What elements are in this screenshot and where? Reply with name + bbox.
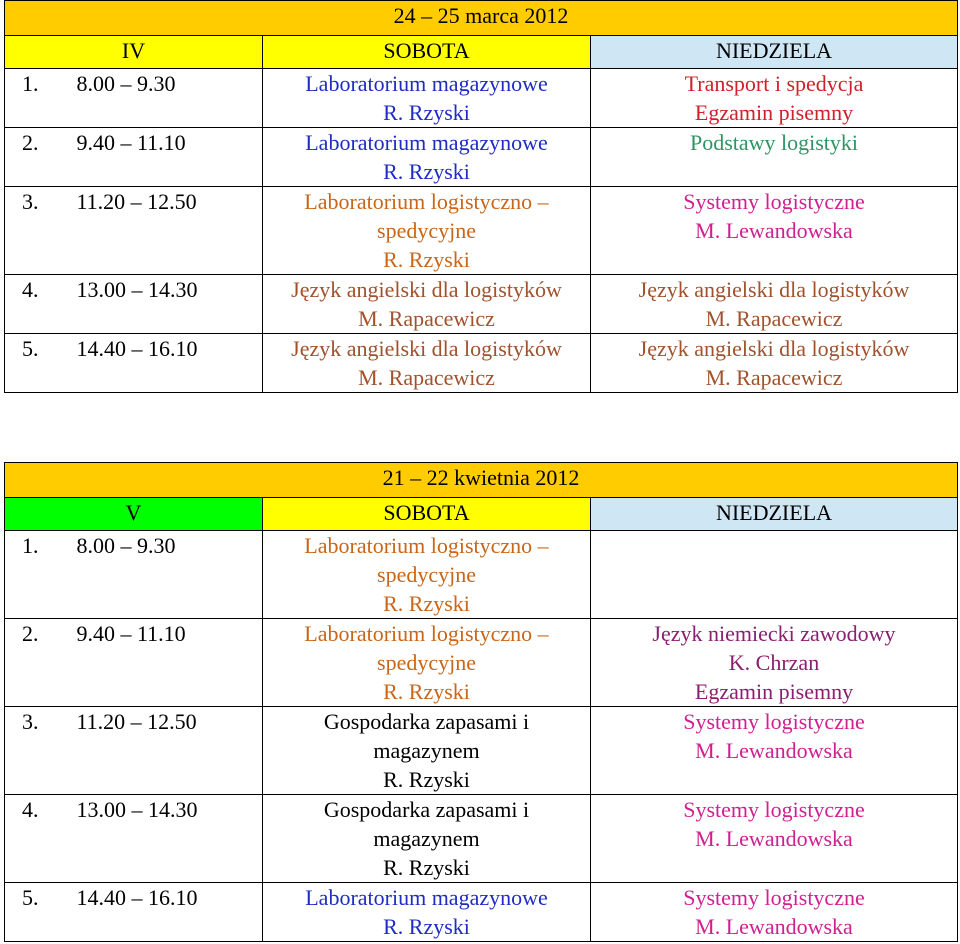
class-detail: M. Rapacewicz	[705, 306, 843, 331]
sunday-class-cell	[591, 795, 958, 883]
slot-time: 8.00 – 9.30	[76, 71, 176, 96]
sunday-header: NIEDZIELA	[591, 498, 958, 531]
slot-number: 5.	[22, 336, 39, 361]
schedule-row	[5, 883, 958, 942]
saturday-class-cell	[263, 69, 591, 128]
class-name: Systemy logistyczne	[683, 709, 865, 734]
slot-number: 3.	[22, 189, 39, 214]
saturday-class-cell	[263, 883, 591, 942]
session-number: IV	[5, 36, 263, 69]
slot-time: 8.00 – 9.30	[76, 533, 176, 558]
class-name: Język angielski dla logistyków	[291, 277, 562, 302]
class-detail: Egzamin pisemny	[694, 100, 854, 125]
schedule-rows	[5, 531, 958, 942]
class-detail: R. Rzyski	[383, 855, 470, 880]
slot-time: 14.40 – 16.10	[76, 885, 198, 910]
saturday-header: SOBOTA	[263, 498, 591, 531]
schedule-row	[5, 69, 958, 128]
class-name: Podstawy logistyki	[689, 130, 859, 155]
class-name: Język angielski dla logistyków	[291, 336, 562, 361]
slot-time: 11.20 – 12.50	[76, 189, 197, 214]
saturday-class-cell	[263, 275, 591, 334]
schedule-rows	[5, 69, 958, 393]
class-detail: spedycyjne	[377, 562, 476, 587]
class-detail: R. Rzyski	[383, 914, 470, 939]
class-name: Język angielski dla logistyków	[638, 277, 910, 302]
slot-number: 4.	[22, 277, 39, 302]
time-slot-cell	[5, 619, 263, 707]
slot-number: 5.	[22, 885, 39, 910]
class-name: Systemy logistyczne	[683, 885, 865, 910]
class-name: Laboratorium magazynowe	[305, 71, 548, 96]
slot-time: 13.00 – 14.30	[76, 277, 198, 302]
class-detail: M. Rapacewicz	[705, 365, 843, 390]
class-detail: R. Rzyski	[383, 247, 470, 272]
slot-number: 4.	[22, 797, 39, 822]
slot-time: 13.00 – 14.30	[76, 797, 198, 822]
schedule-row	[5, 334, 958, 393]
class-name: Laboratorium logistyczno –	[304, 533, 549, 558]
class-detail: R. Rzyski	[383, 100, 470, 125]
class-name: Laboratorium logistyczno –	[304, 621, 549, 646]
slot-time: 11.20 – 12.50	[76, 709, 197, 734]
saturday-class-cell	[263, 795, 591, 883]
class-detail: spedycyjne	[377, 650, 476, 675]
class-name: Systemy logistyczne	[683, 797, 865, 822]
time-slot-cell	[5, 883, 263, 942]
class-name: Język niemiecki zawodowy	[652, 621, 896, 646]
time-slot-cell	[5, 795, 263, 883]
class-detail: magazynem	[373, 738, 480, 763]
class-detail: R. Rzyski	[383, 679, 470, 704]
class-name: Gospodarka zapasami i	[323, 797, 530, 822]
schedule-row	[5, 531, 958, 619]
schedule-table-1	[4, 0, 958, 393]
slot-time: 9.40 – 11.10	[76, 621, 186, 646]
class-detail: M. Lewandowska	[695, 738, 853, 763]
class-detail: magazynem	[373, 826, 480, 851]
schedule-row	[5, 707, 958, 795]
class-detail: M. Lewandowska	[695, 218, 853, 243]
time-slot-cell	[5, 275, 263, 334]
saturday-class-cell	[263, 128, 591, 187]
class-detail: spedycyjne	[377, 218, 476, 243]
class-name: Systemy logistyczne	[683, 189, 865, 214]
slot-time: 14.40 – 16.10	[76, 336, 198, 361]
time-slot-cell	[5, 531, 263, 619]
saturday-class-cell	[263, 619, 591, 707]
class-name: Laboratorium logistyczno –	[304, 189, 549, 214]
schedule-date: 24 – 25 marca 2012	[5, 1, 958, 36]
time-slot-cell	[5, 69, 263, 128]
schedule-row	[5, 275, 958, 334]
class-name: Język angielski dla logistyków	[638, 336, 910, 361]
class-name: Gospodarka zapasami i	[323, 709, 530, 734]
time-slot-cell	[5, 707, 263, 795]
schedule-date: 21 – 22 kwietnia 2012	[5, 463, 958, 498]
schedule-row	[5, 795, 958, 883]
sunday-class-cell	[591, 275, 958, 334]
class-name: Transport i spedycja	[684, 71, 864, 96]
class-detail: M. Rapacewicz	[358, 306, 495, 331]
sunday-class-cell	[591, 707, 958, 795]
sunday-class-cell	[591, 619, 958, 707]
class-detail: M. Lewandowska	[695, 914, 853, 939]
saturday-class-cell	[263, 187, 591, 275]
class-name: Laboratorium magazynowe	[305, 130, 548, 155]
class-detail: K. Chrzan	[728, 650, 820, 675]
time-slot-cell	[5, 187, 263, 275]
slot-number: 2.	[22, 130, 39, 155]
time-slot-cell	[5, 334, 263, 393]
slot-number: 1.	[22, 533, 39, 558]
sunday-class-cell	[591, 187, 958, 275]
class-detail: M. Rapacewicz	[358, 365, 495, 390]
sunday-class-cell	[591, 531, 958, 619]
sunday-class-cell	[591, 128, 958, 187]
saturday-class-cell	[263, 334, 591, 393]
saturday-header: SOBOTA	[263, 36, 591, 69]
slot-time: 9.40 – 11.10	[76, 130, 186, 155]
sunday-class-cell	[591, 69, 958, 128]
class-detail: R. Rzyski	[383, 767, 470, 792]
class-detail: R. Rzyski	[383, 591, 470, 616]
slot-number: 2.	[22, 621, 39, 646]
saturday-class-cell	[263, 707, 591, 795]
sunday-header: NIEDZIELA	[591, 36, 958, 69]
schedule-row	[5, 619, 958, 707]
class-detail: Egzamin pisemny	[694, 679, 854, 704]
saturday-class-cell	[263, 531, 591, 619]
sunday-class-cell	[591, 334, 958, 393]
class-detail: M. Lewandowska	[695, 826, 853, 851]
session-number: V	[5, 498, 263, 531]
schedule-row	[5, 128, 958, 187]
slot-number: 3.	[22, 709, 39, 734]
schedule-table-2	[4, 462, 958, 942]
class-detail: R. Rzyski	[383, 159, 470, 184]
sunday-class-cell	[591, 883, 958, 942]
slot-number: 1.	[22, 71, 39, 96]
schedule-row	[5, 187, 958, 275]
time-slot-cell	[5, 128, 263, 187]
class-name: Laboratorium magazynowe	[305, 885, 548, 910]
